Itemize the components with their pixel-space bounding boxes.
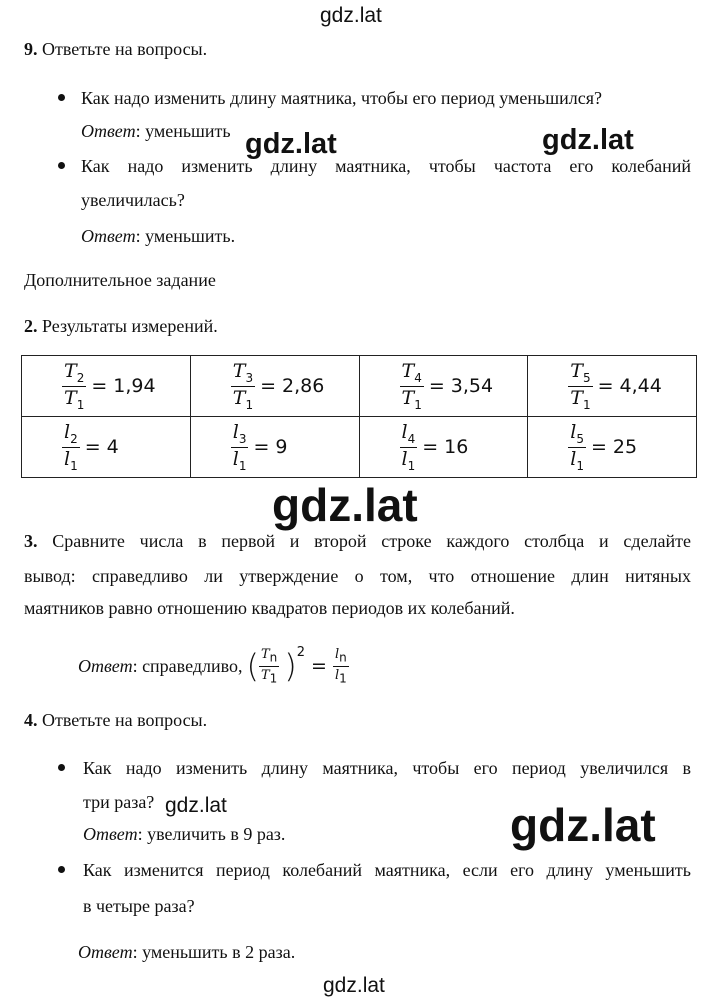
period-ratio-5: $\frac{T_5}{T_1}$ = 4,44 [570, 359, 662, 412]
q3-answer [78, 645, 354, 686]
table-cell [528, 356, 697, 417]
length-ratio-3: $\frac{l_3}{l_1}$ = 9 [232, 420, 288, 473]
answer-text: : увеличить в 9 раз. [137, 824, 286, 844]
q4-heading [24, 709, 207, 731]
table-cell [359, 356, 528, 417]
period-ratio-4: $\frac{T_4}{T_1}$ = 3,54 [401, 359, 494, 412]
watermark-mid-right: gdz.lat [542, 124, 634, 156]
q9-item1-question: Как надо изменить длину маятника, чтобы его период уменьшился? [81, 88, 602, 108]
bullet-dot [58, 94, 65, 101]
q4-title: Ответьте на вопросы. [42, 710, 208, 730]
watermark-bottom: gdz.lat [323, 974, 385, 997]
q3-number: 3. [24, 531, 38, 551]
answer-text: : справедливо, [132, 656, 243, 677]
length-ratio-4: $\frac{l_4}{l_1}$ = 16 [401, 420, 469, 473]
q3-line3: маятников равно отношению квадратов периодов их колебаний. [24, 598, 515, 618]
q4-number: 4. [24, 710, 38, 730]
watermark-lower-right: gdz.lat [510, 799, 656, 851]
table-row-length-ratios [22, 417, 697, 478]
period-ratio-2: $\frac{T_2}{T_1}$ = 1,94 [64, 359, 156, 412]
q9-number: 9. [24, 39, 38, 59]
table-row-period-ratios [22, 356, 697, 417]
answer-text: : уменьшить. [135, 226, 236, 246]
length-ratio-5: $\frac{l_5}{l_1}$ = 25 [570, 420, 638, 473]
table-cell [22, 417, 191, 478]
q4-item2-line1: Как изменится период колебаний маятника, если его длину уменьшить [83, 860, 691, 880]
measurement-table [21, 355, 697, 478]
q2-heading [24, 315, 218, 337]
q4-item1-line2: три раза? [83, 792, 155, 812]
q9-item2-answer [81, 225, 235, 247]
answer-text: : уменьшить [135, 121, 231, 141]
q2-title: Результаты измерений. [42, 316, 218, 336]
q4-item2-answer [78, 941, 295, 963]
watermark-center: gdz.lat [272, 479, 418, 531]
watermark-lower-left: gdz.lat [165, 794, 227, 817]
extra-task-heading: Дополнительное задание [24, 270, 216, 290]
answer-text: : уменьшить в 2 раза. [132, 942, 296, 962]
answer-label: Ответ [78, 656, 133, 677]
q3-formula: ( $\frac{T_n}{T_1}$ ) 2 = $\frac{l_n}{l_1}$ [246, 645, 347, 686]
table-cell [190, 356, 359, 417]
q4-item2-line2: в четыре раза? [83, 896, 195, 916]
answer-label: Ответ [81, 226, 136, 246]
bullet-dot [58, 764, 65, 771]
watermark-top: gdz.lat [320, 4, 382, 27]
bullet-dot [58, 866, 65, 873]
answer-label: Ответ [81, 121, 136, 141]
table-cell [22, 356, 191, 417]
period-ratio-3: $\frac{T_3}{T_1}$ = 2,86 [232, 359, 325, 412]
q9-title: Ответьте на вопросы. [42, 39, 208, 59]
q2-number: 2. [24, 316, 38, 336]
table-cell [190, 417, 359, 478]
length-ratio-2: $\frac{l_2}{l_1}$ = 4 [64, 420, 119, 473]
table-cell [359, 417, 528, 478]
q9-item2-question-line1: Как надо изменить длину маятника, чтобы частота его колебаний [81, 156, 691, 176]
q9-item1-answer [81, 120, 231, 142]
table-cell [528, 417, 697, 478]
q4-item1-answer [83, 823, 285, 845]
bullet-dot [58, 162, 65, 169]
q3-line1: 3. Сравните числа в первой и второй строке каждого столбца и сделайте [24, 531, 692, 551]
watermark-mid-left: gdz.lat [245, 128, 337, 160]
q9-item2-question-line2: увеличилась? [81, 190, 185, 210]
answer-label: Ответ [78, 942, 133, 962]
q9-heading [24, 38, 207, 60]
q4-item1-line1: Как надо изменить длину маятника, чтобы его период увеличился в [83, 758, 691, 778]
answer-label: Ответ [83, 824, 138, 844]
q3-line2: вывод: справедливо ли утверждение о том, что отношение длин нитяных [24, 566, 691, 586]
